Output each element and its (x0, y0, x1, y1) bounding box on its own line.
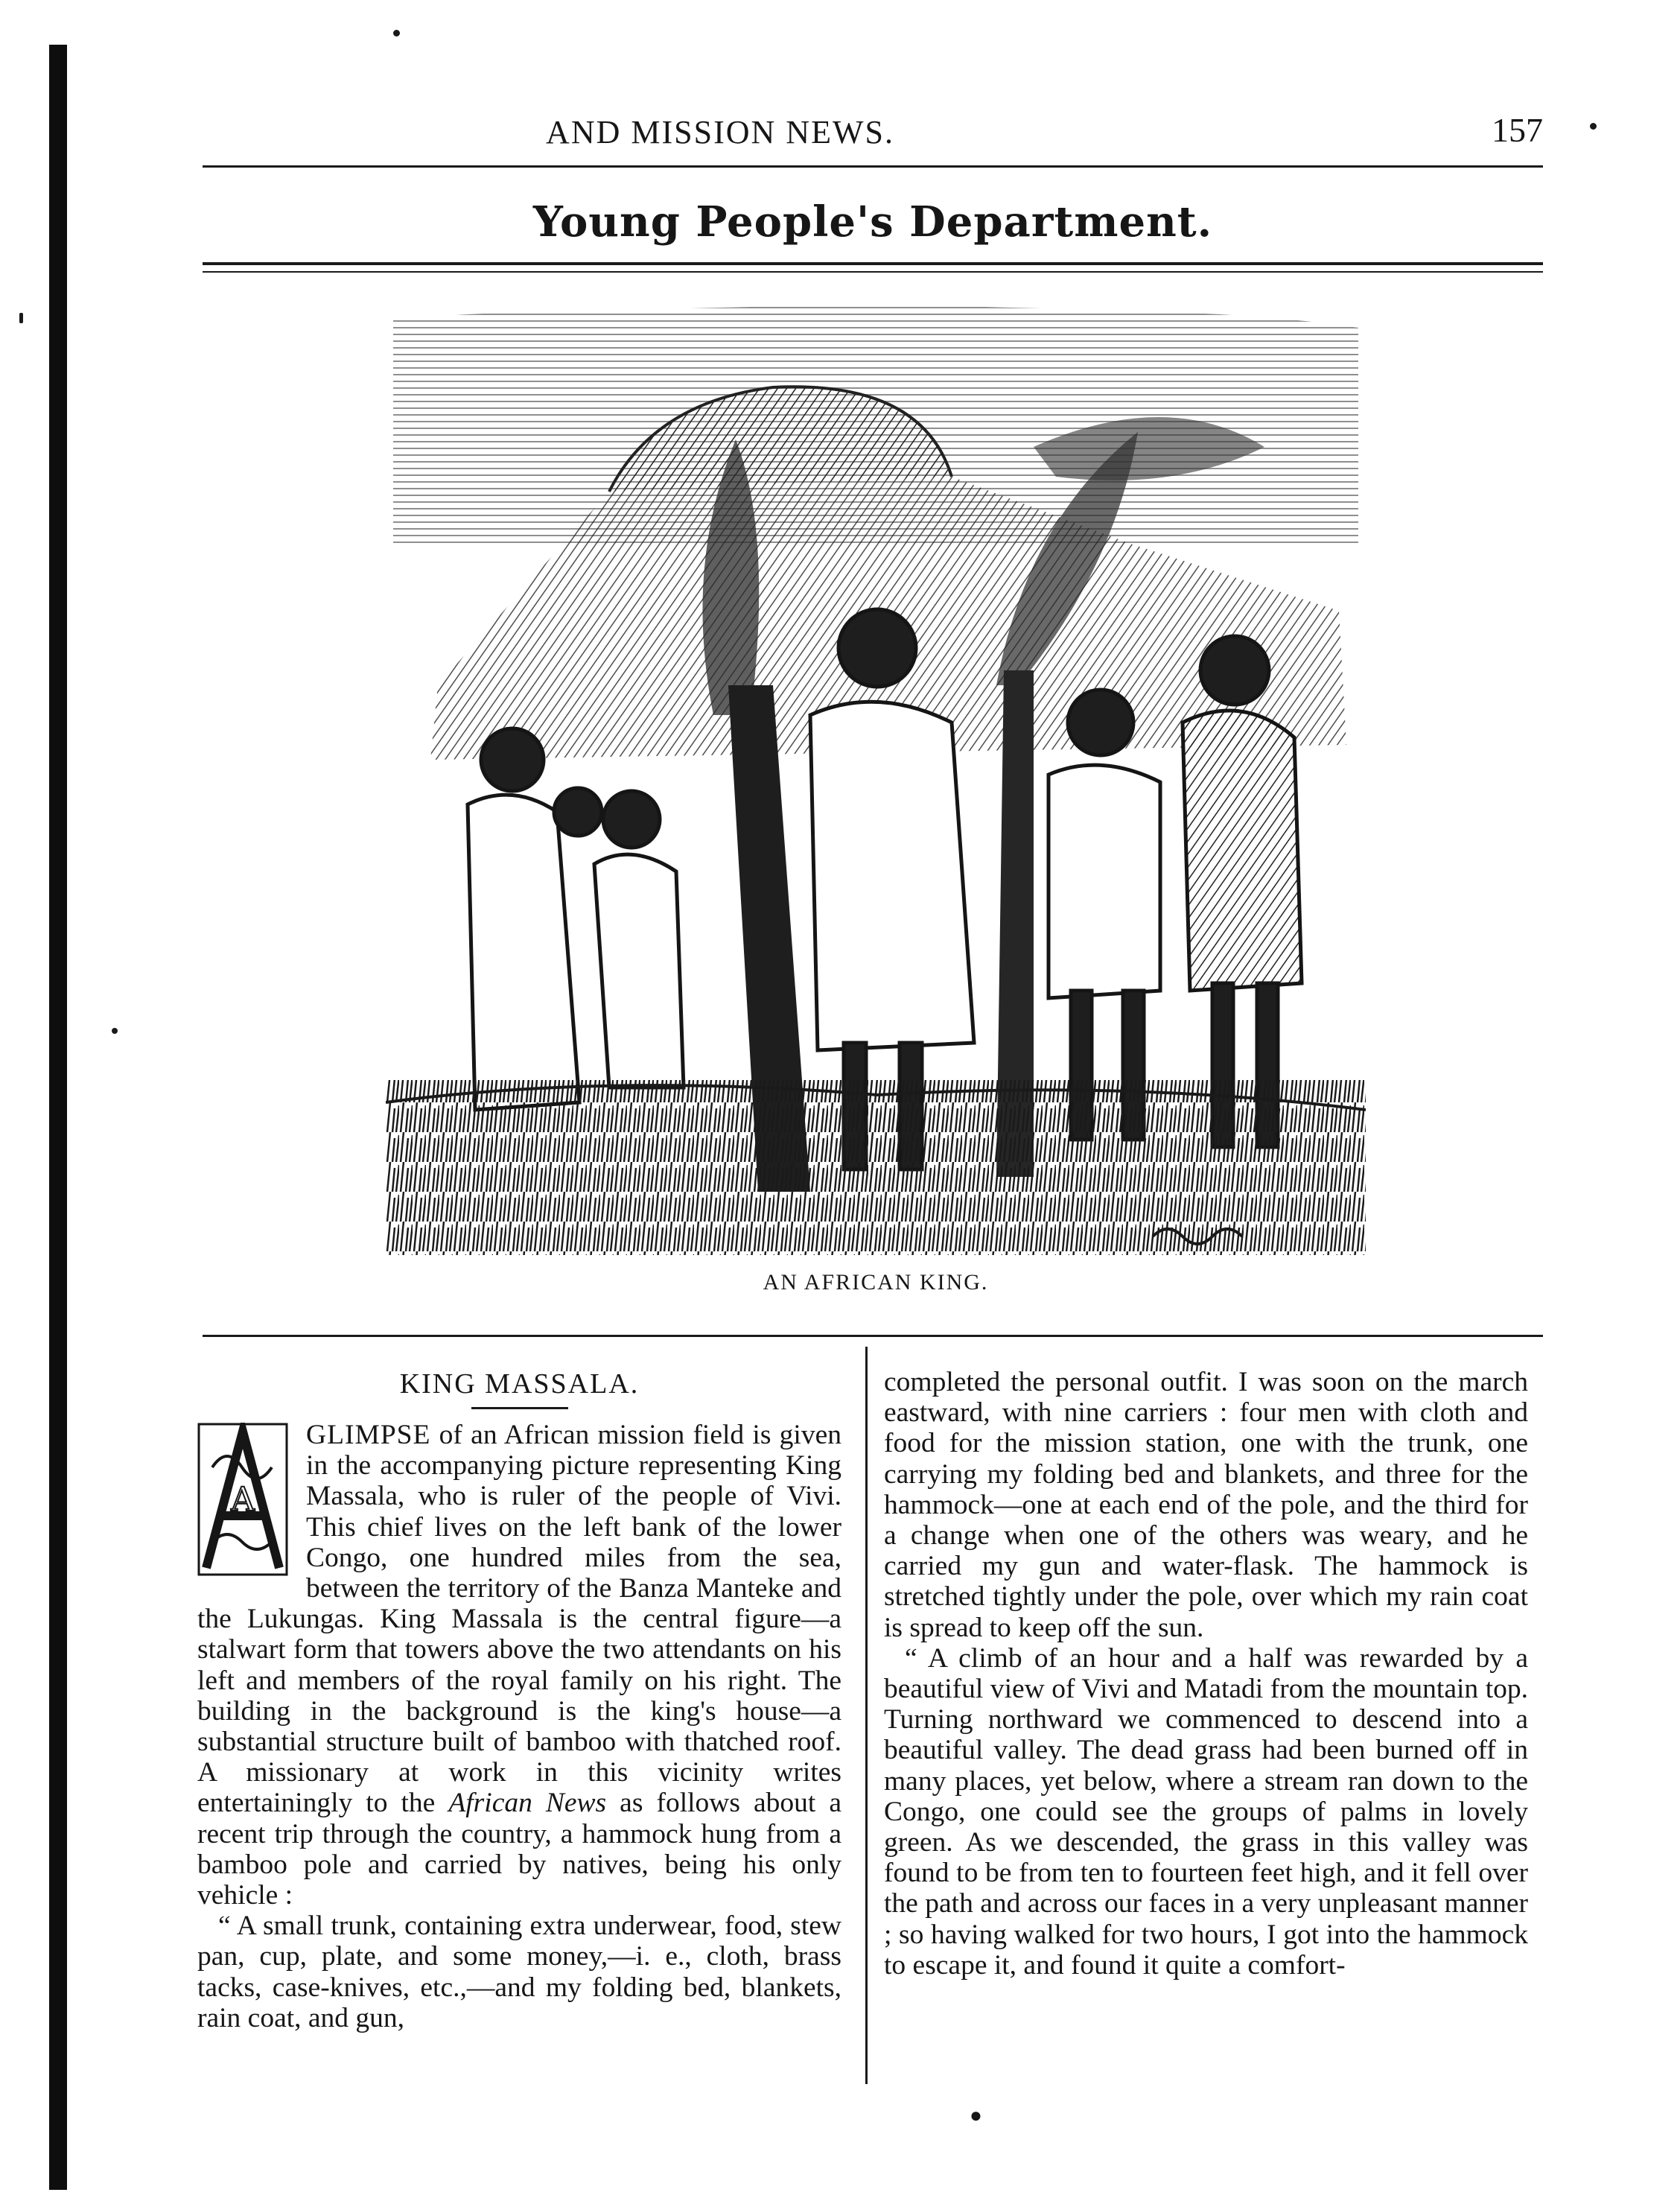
article-paragraph-4: “ A climb of an hour and a half was rewarded by a beautiful view of Vivi and Matadi from the mountain top. Turning northward we commenced to descend into a beautiful valley. The dead grass had been burned off in many places, yet below, where a stream ran down to the Congo, one could see the groups of palms in lovely green. As we descended, the grass in this valley was found to be from ten to fourteen feet high, and it fell over the path and across our faces in a very unpleasant manner ; so having walked for two hours, I got into the hammock to escape it, and found it quite a comfort- (884, 1642, 1528, 1981)
illustration-caption: AN AFRICAN KING. (763, 1270, 989, 1295)
running-head: AND MISSION NEWS. (546, 114, 894, 150)
ink-blot-mark: ● (970, 2104, 982, 2127)
binding-edge (49, 45, 67, 2190)
paragraph-1-end: as follows about a recent trip through the country, a hammock hung from a bamboo pole and carried by natives, being his only vehicle : (197, 1788, 841, 1911)
article-paragraph-3: completed the personal outfit. I was soon on the march eastward, with nine carriers : four men with cloth and food for the mission station, one with the trunk, one carrying my folding bed and blankets, and three for the hammock—one at each end of the pole, and the third for a change when one of the others was weary, and he carried my gun and water-flask. The hammock is stretched tightly under the pole, over which my rain coat is spread to keep off the sun. (884, 1367, 1528, 1643)
publication-title: African News (448, 1788, 607, 1819)
header-rule (203, 165, 1543, 168)
page-number: 157 (1492, 111, 1543, 149)
african-king-engraving (386, 298, 1366, 1255)
page-header (203, 112, 1543, 156)
article-title: KING MASSALA. (399, 1368, 640, 1400)
ink-speck (393, 30, 400, 36)
ink-speck (19, 313, 23, 323)
title-rule-bottom (203, 271, 1543, 273)
column-divider (865, 1347, 868, 2084)
lead-word: GLIMPSE (306, 1420, 431, 1450)
drop-cap-letter: A (231, 1481, 255, 1519)
article-column-right (884, 1367, 1528, 1981)
paragraph-1-text: of an African mission field is given in the accompanying picture representing King Massala, who is ruler of the people of Vivi. This chief lives on the left bank of the lower Congo, one hundred miles from the sea, between the territory of the Banza Manteke and the Lukungas. King Massala is the central figure—a stalwart form that towers above the two attendants on his left and members of the royal family on his right. The building in the background is the king's house—a substantial structure built of bamboo with thatched roof. A missionary at work in this vicinity writes entertainingly to the (197, 1420, 841, 1819)
article-title-rule (471, 1407, 568, 1409)
department-title: Young People's Department. (532, 197, 1213, 247)
ink-speck (112, 1028, 118, 1034)
article-column-left (197, 1367, 841, 2033)
article-rule (203, 1335, 1543, 1337)
title-rule-top (203, 262, 1543, 265)
article-paragraph-1 (197, 1420, 841, 1911)
article-paragraph-2: “ A small trunk, containing extra underwear, food, stew pan, cup, plate, and some money,—i. e., cloth, brass tacks, case-knives, etc.,—and my folding bed, blankets, rain coat, and gun, (197, 1911, 841, 2033)
ink-speck (1590, 123, 1597, 130)
decorated-drop-cap (197, 1423, 288, 1576)
